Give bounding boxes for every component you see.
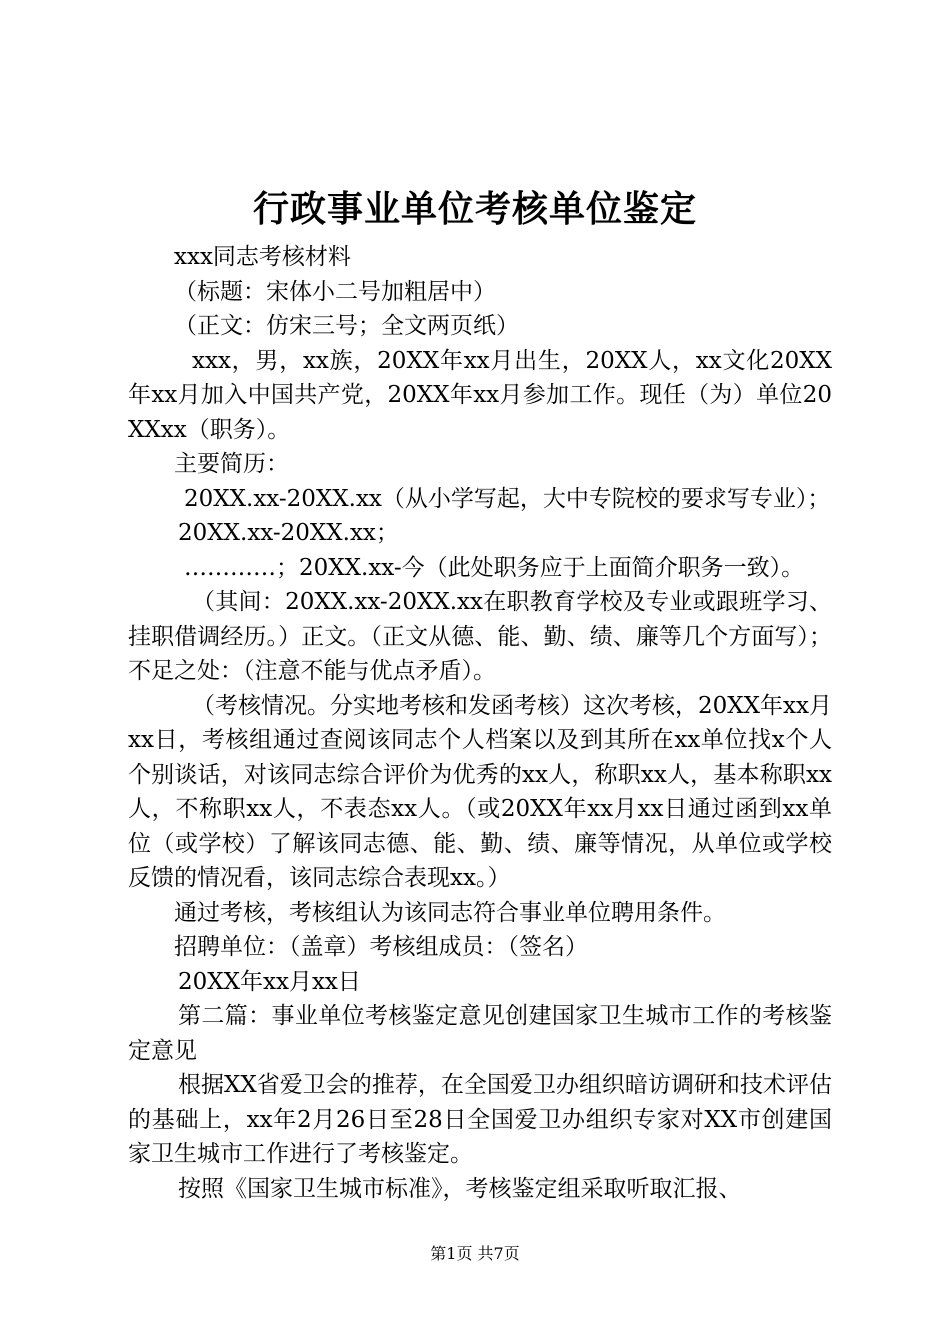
page-footer: 第1页 共7页 (430, 1244, 520, 1263)
paragraph-assessment-details: （考核情况。分实地考核和发函考核）这次考核，20XX年xx月xx日，考核组通过查阅该同志个人档案以及到其所在xx单位找x个人个别谈话，对该同志综合评价为优秀的xx人，称职xx人，基本称职xx人，不称职xx人，不表态xx人。（或20XX年xx月xx日通过函到xx单位（或学校）了解该同志德、能、勤、绩、廉等情况，从单位或学校反馈的情况看，该同志综合表现xx。） (128, 692, 832, 891)
paragraph-resume-item-1: 20XX.xx-20XX.xx（从小学写起，大中专院校的要求写专业）； (184, 485, 831, 512)
paragraph-period-note: （其间：20XX.xx-20XX.xx在职教育学校及专业或跟班学习、挂职借调经历。）正文。（正文从德、能、勤、绩、廉等几个方面写）；不足之处：（注意不能与优点矛盾）。 (128, 589, 832, 684)
paragraph-second-article-body-1: 根据XX省爱卫会的推荐，在全国爱卫办组织暗访调研和技术评估的基础上，xx年2月26日至28日全国爱卫办组织专家对XX市创建国家卫生城市工作进行了考核鉴定。 (128, 1072, 832, 1167)
paragraph-resume-item-3: …………；20XX.xx-今（此处职务应于上面简介职务一致）。 (184, 554, 805, 581)
paragraph-body-format-note: （正文：仿宋三号；全文两页纸） (174, 313, 519, 339)
paragraph-second-article-title: 第二篇：事业单位考核鉴定意见创建国家卫生城市工作的考核鉴定意见 (128, 1003, 832, 1064)
paragraph-date-line: 20XX年xx月xx日 (178, 968, 361, 995)
document-title: 行政事业单位考核单位鉴定 (252, 188, 697, 230)
document-body (128, 240, 832, 1206)
paragraph-personal-info: xxx，男，xx族，20XX年xx月出生，20XX人，xx文化20XX年xx月加入中国共产党，20XX年xx月参加工作。现任（为）单位20XXxx（职务）。 (128, 347, 832, 443)
paragraph-resume-heading: 主要简历： (174, 451, 289, 477)
paragraph-second-article-body-2: 按照《国家卫生城市标准》，考核鉴定组采取听取汇报、 (178, 1175, 742, 1202)
paragraph-signature-line: 招聘单位：（盖章）考核组成员：（签名） (174, 934, 588, 960)
paragraph-resume-item-2: 20XX.xx-20XX.xx； (178, 520, 399, 546)
paragraph-title-format-note: （标题：宋体小二号加粗居中） (174, 278, 496, 305)
paragraph-assessment-conclusion: 通过考核，考核组认为该同志符合事业单位聘用条件。 (174, 899, 726, 926)
paragraph-material-heading: xxx同志考核材料 (174, 244, 351, 270)
